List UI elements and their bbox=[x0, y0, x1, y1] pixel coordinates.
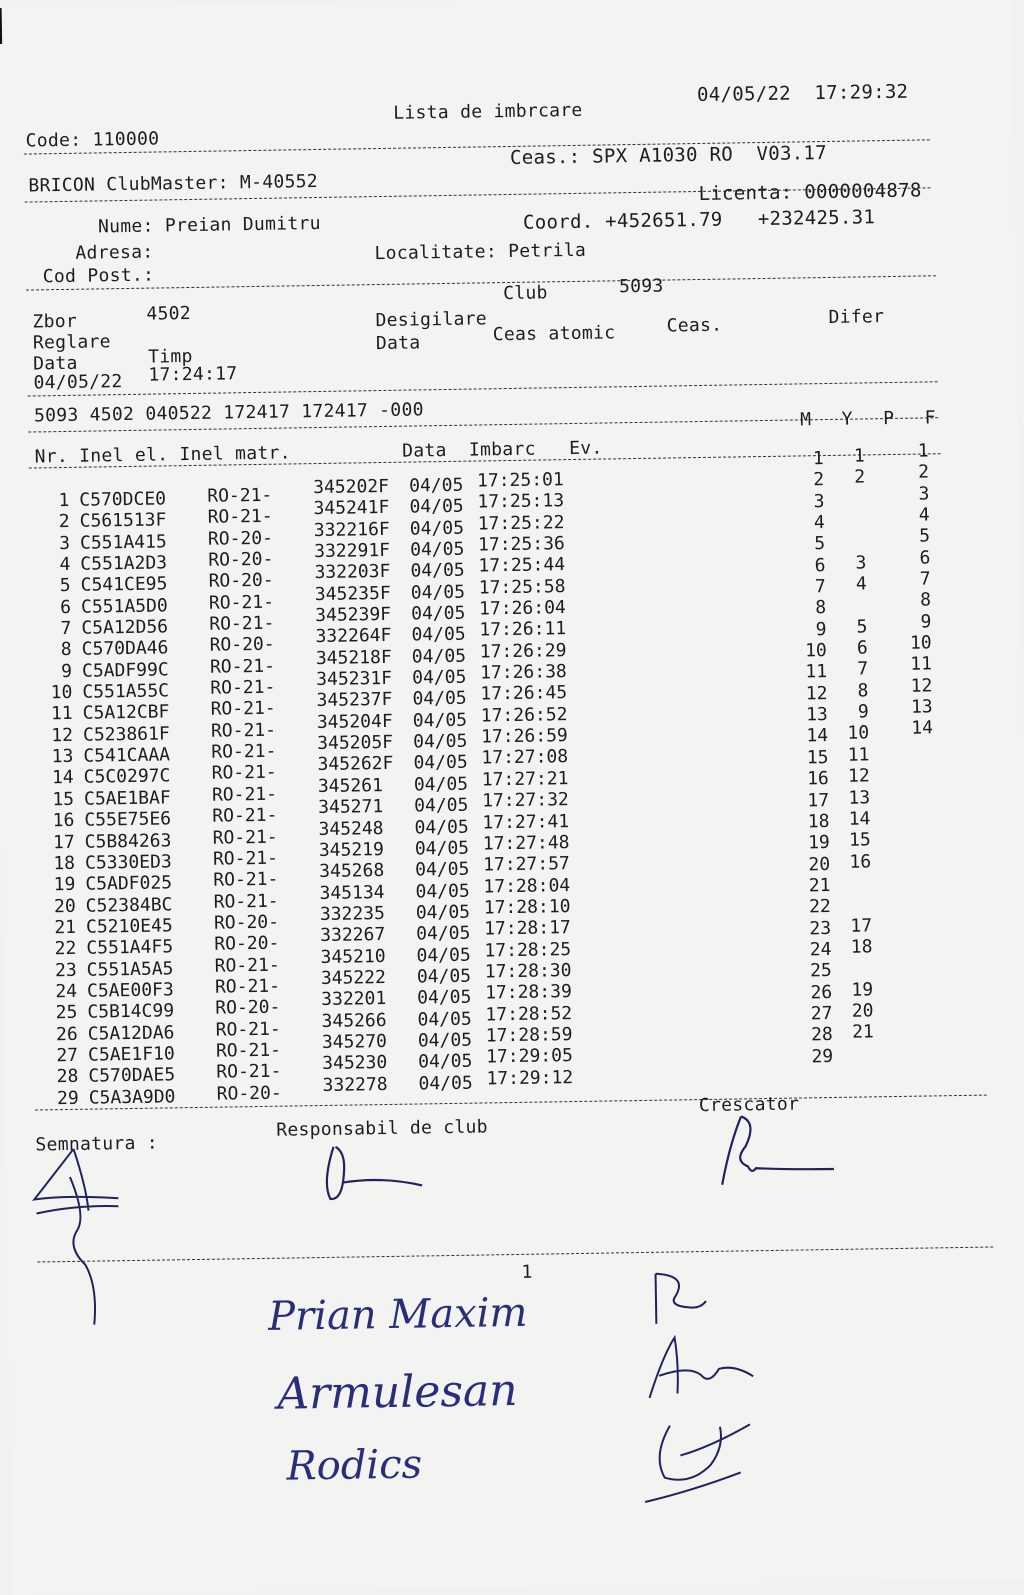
category-y-cell: 5 bbox=[856, 616, 868, 638]
ring-number-cell: 345271 bbox=[318, 796, 384, 819]
boarding-time-cell: 17:26:59 bbox=[480, 725, 568, 748]
ring-prefix-cell: RO-21- bbox=[214, 975, 281, 998]
row-number: 6 bbox=[60, 596, 72, 618]
ring-prefix-cell: RO-21- bbox=[215, 1039, 282, 1062]
ring-prefix-cell: RO-21- bbox=[213, 868, 279, 891]
boarding-time-cell: 17:26:04 bbox=[478, 597, 566, 620]
category-m-cell: 17 bbox=[807, 789, 830, 811]
ring-number-cell: 345222 bbox=[320, 966, 387, 989]
category-y-cell: 20 bbox=[851, 1000, 874, 1022]
date-cell: 04/05 bbox=[415, 858, 470, 881]
signature-breeder bbox=[711, 1113, 842, 1195]
date-cell: 04/05 bbox=[410, 560, 465, 582]
date-cell: 04/05 bbox=[409, 496, 464, 518]
row-number: 21 bbox=[54, 916, 77, 939]
date-cell: 04/05 bbox=[409, 538, 465, 561]
category-f-cell: 3 bbox=[918, 483, 930, 505]
category-f-cell: 14 bbox=[911, 717, 934, 740]
row-number: 13 bbox=[51, 746, 74, 768]
ring-prefix-cell: RO-20- bbox=[208, 548, 274, 571]
signature-label: Semnatura : bbox=[35, 1132, 159, 1156]
category-f-cell: 9 bbox=[920, 611, 932, 633]
category-y-cell: 2 bbox=[854, 466, 866, 488]
row-number: 14 bbox=[51, 767, 74, 789]
category-y-cell: 11 bbox=[847, 744, 870, 766]
ring-number-cell: 332203F bbox=[314, 561, 391, 584]
boarding-time-cell: 17:28:17 bbox=[483, 917, 571, 940]
date-cell: 04/05 bbox=[412, 709, 468, 732]
electronic-ring-cell: C5C0297C bbox=[83, 765, 171, 789]
electronic-ring-cell: C5A12DA6 bbox=[87, 1021, 175, 1045]
clock-column-label: Ceas. bbox=[666, 314, 723, 337]
boarding-time-cell: 17:25:13 bbox=[477, 490, 565, 513]
row-number: 5 bbox=[59, 575, 71, 597]
club-value: 5093 bbox=[618, 275, 664, 298]
electronic-ring-cell: C5210E45 bbox=[85, 915, 173, 938]
ring-number-cell: 345268 bbox=[319, 860, 385, 883]
boarding-time-cell: 17:25:36 bbox=[477, 533, 565, 556]
boarding-time-cell: 17:26:38 bbox=[479, 661, 567, 684]
electronic-ring-cell: C55E75E6 bbox=[84, 808, 172, 831]
category-m-cell: 21 bbox=[808, 874, 831, 897]
date-cell: 04/05 bbox=[418, 1072, 473, 1095]
date-cell: 04/05 bbox=[414, 816, 469, 839]
electronic-ring-cell: C523861F bbox=[82, 723, 170, 746]
date-cell: 04/05 bbox=[411, 602, 466, 625]
date-cell: 04/05 bbox=[415, 880, 470, 903]
date-cell: 04/05 bbox=[409, 517, 465, 540]
category-m-cell: 22 bbox=[808, 896, 831, 918]
category-m-cell: 4 bbox=[813, 512, 825, 534]
electronic-ring-cell: C5A3A9D0 bbox=[88, 1085, 176, 1109]
category-m-cell: 10 bbox=[804, 640, 827, 662]
ring-prefix-cell: RO-21- bbox=[211, 762, 277, 785]
ring-prefix-cell: RO-21- bbox=[210, 719, 277, 742]
ring-prefix-cell: RO-21- bbox=[207, 506, 273, 529]
row-number: 28 bbox=[56, 1066, 79, 1088]
category-y-cell: 16 bbox=[849, 850, 872, 873]
electronic-ring-cell: C5B14C99 bbox=[87, 1000, 175, 1023]
category-m-cell: 23 bbox=[809, 917, 832, 939]
handwritten-name-1: Prian Maxim bbox=[267, 1289, 528, 1340]
electronic-ring-cell: C5ADF025 bbox=[85, 872, 173, 895]
ring-prefix-cell: RO-21- bbox=[210, 676, 276, 699]
boarding-time-cell: 17:26:45 bbox=[480, 682, 568, 705]
date-cell: 04/05 bbox=[408, 474, 464, 497]
category-y-cell bbox=[838, 894, 872, 916]
category-f-cell: 6 bbox=[919, 547, 931, 569]
category-m-cell: 19 bbox=[807, 832, 830, 854]
ring-number-cell: 345248 bbox=[318, 817, 384, 840]
boarding-time-cell: 17:28:30 bbox=[484, 959, 572, 983]
category-m-cell: 5 bbox=[814, 533, 826, 555]
boarding-time-cell: 17:25:58 bbox=[478, 575, 566, 599]
club-responsible-label: Responsabil de club bbox=[276, 1116, 489, 1141]
boarding-time-cell: 17:28:59 bbox=[485, 1024, 573, 1047]
table-column-date bbox=[409, 475, 473, 1095]
divider bbox=[37, 1246, 993, 1262]
boarding-time-cell: 17:26:52 bbox=[480, 703, 568, 727]
ring-prefix-cell: RO-20- bbox=[216, 1082, 282, 1105]
category-m-cell: 12 bbox=[805, 682, 828, 705]
electronic-ring-cell: C5AE1F10 bbox=[87, 1043, 175, 1066]
table-column-m bbox=[790, 448, 834, 1067]
row-number: 25 bbox=[55, 1002, 78, 1024]
category-m-cell: 26 bbox=[810, 981, 833, 1003]
boarding-time-cell: 17:25:01 bbox=[476, 469, 564, 492]
category-y-cell: 6 bbox=[856, 637, 868, 659]
ring-number-cell: 345262F bbox=[317, 753, 394, 776]
date-cell: 04/05 bbox=[417, 1008, 472, 1031]
ring-prefix-cell: RO-21- bbox=[209, 655, 276, 678]
electronic-ring-cell: C5B84263 bbox=[84, 829, 172, 853]
date-cell: 04/05 bbox=[414, 794, 469, 817]
row-number: 2 bbox=[58, 511, 70, 533]
ring-number-cell: 345241F bbox=[313, 497, 390, 520]
row-number: 19 bbox=[53, 874, 76, 896]
category-m-cell: 18 bbox=[807, 810, 830, 833]
ring-number-cell: 345204F bbox=[316, 710, 393, 733]
ring-number-cell: 332201 bbox=[321, 988, 387, 1011]
category-m-cell: 24 bbox=[809, 938, 832, 961]
boarding-time-cell: 17:29:05 bbox=[485, 1045, 573, 1068]
row-number: 1 bbox=[58, 489, 70, 512]
ring-number-cell: 345231F bbox=[316, 667, 393, 691]
ring-prefix-cell: RO-21- bbox=[215, 1018, 281, 1041]
category-y-cell: 15 bbox=[848, 829, 871, 851]
category-f-cell: 7 bbox=[919, 568, 931, 590]
divider bbox=[26, 275, 936, 290]
ring-number-cell: 345235F bbox=[314, 582, 391, 605]
date-cell: 04/05 bbox=[415, 901, 471, 924]
row-number: 4 bbox=[59, 553, 71, 576]
category-y-cell: 19 bbox=[851, 978, 874, 1001]
ring-number-cell: 345266 bbox=[321, 1009, 387, 1032]
ring-number-cell: 332235 bbox=[319, 902, 386, 925]
unsealing-label: Desigilare bbox=[375, 308, 488, 332]
ring-number-cell: 345239F bbox=[315, 603, 392, 627]
row-number: 7 bbox=[60, 617, 72, 640]
coordinates: Coord. +452651.79 +232425.31 bbox=[522, 206, 876, 234]
breeder-label: Crescator bbox=[698, 1093, 800, 1117]
category-y-cell: 7 bbox=[857, 658, 869, 680]
ring-prefix-cell: RO-21- bbox=[211, 740, 277, 763]
electronic-ring-cell: C5330ED3 bbox=[84, 851, 172, 874]
electronic-ring-cell: C52384BC bbox=[85, 893, 173, 917]
electronic-ring-cell: C541CE95 bbox=[80, 573, 168, 597]
category-y-cell: 10 bbox=[847, 722, 870, 745]
unsealing-date-label: Data bbox=[375, 332, 421, 355]
ring-prefix-cell: RO-20- bbox=[207, 527, 274, 550]
date-cell: 04/05 bbox=[416, 944, 471, 967]
row-number: 27 bbox=[56, 1044, 79, 1067]
row-number: 9 bbox=[61, 660, 73, 682]
ring-number-cell: 332267 bbox=[320, 924, 386, 947]
row-number: 12 bbox=[51, 724, 74, 747]
row-number: 18 bbox=[53, 852, 76, 875]
electronic-ring-cell: C5AE00F3 bbox=[86, 979, 174, 1002]
category-m-cell: 27 bbox=[810, 1002, 833, 1025]
category-m-cell: 29 bbox=[811, 1045, 834, 1067]
ring-prefix-cell: RO-21- bbox=[216, 1060, 282, 1083]
date-cell: 04/05 bbox=[412, 666, 467, 689]
owner-name: Nume: Preian Dumitru bbox=[97, 212, 321, 238]
category-f-cell: 10 bbox=[909, 632, 932, 654]
address-label: Adresa: bbox=[75, 241, 154, 264]
category-m-cell: 25 bbox=[809, 960, 832, 982]
category-y-cell: 21 bbox=[851, 1021, 874, 1043]
ring-prefix-cell: RO-20- bbox=[213, 911, 280, 934]
print-datetime: 04/05/22 17:29:32 bbox=[696, 80, 909, 107]
category-y-cell: 8 bbox=[857, 680, 869, 702]
category-m-cell: 9 bbox=[815, 618, 827, 640]
row-number: 17 bbox=[52, 831, 75, 853]
boarding-time-cell: 17:27:41 bbox=[482, 810, 570, 833]
ring-prefix-cell: RO-21- bbox=[207, 484, 273, 507]
club-label: Club bbox=[502, 282, 548, 305]
category-m-cell: 7 bbox=[814, 576, 826, 598]
category-y-cell: 12 bbox=[847, 765, 870, 787]
flight-value: 4502 bbox=[146, 302, 192, 325]
postal-code-label: Cod Post.: bbox=[42, 264, 155, 288]
document-title: Lista de imbrcare bbox=[393, 99, 583, 124]
category-m-cell: 14 bbox=[806, 725, 829, 747]
ring-number-cell: 345205F bbox=[317, 731, 394, 755]
table-column-nr bbox=[35, 490, 79, 1109]
category-y-cell: 3 bbox=[855, 552, 867, 574]
ring-number-cell: 345210 bbox=[320, 945, 386, 968]
difference-label: Difer bbox=[828, 306, 885, 328]
ring-number-cell: 345270 bbox=[321, 1030, 388, 1053]
category-y-cell bbox=[839, 958, 873, 980]
flight-label: Zbor bbox=[32, 310, 78, 333]
electronic-ring-cell: C570DA46 bbox=[81, 637, 169, 661]
category-m-cell: 3 bbox=[813, 490, 825, 512]
category-y-cell bbox=[840, 1043, 874, 1065]
category-y-cell: 14 bbox=[848, 808, 871, 830]
ring-number-cell: 345230 bbox=[322, 1052, 388, 1075]
time-label: Timp bbox=[147, 345, 193, 368]
ring-prefix-cell: RO-21- bbox=[213, 890, 279, 913]
boarding-time-cell: 17:26:11 bbox=[479, 618, 567, 641]
row-number: 10 bbox=[50, 681, 73, 704]
ring-prefix-cell: RO-21- bbox=[208, 591, 275, 614]
category-f-cell: 12 bbox=[910, 675, 933, 697]
date-cell: 04/05 bbox=[411, 645, 467, 668]
category-m-cell: 11 bbox=[805, 661, 828, 683]
category-y-cell bbox=[831, 488, 865, 510]
electronic-ring-cell: C5A12CBF bbox=[82, 701, 170, 725]
electronic-ring-cell: C570DCE0 bbox=[79, 488, 167, 511]
category-f-cell: 2 bbox=[917, 461, 930, 483]
boarding-time-cell: 17:27:21 bbox=[481, 767, 569, 791]
handwritten-name-2: Armulesan bbox=[277, 1364, 518, 1420]
ring-prefix-cell: RO-21- bbox=[212, 847, 279, 870]
category-y-cell: 13 bbox=[848, 786, 871, 809]
category-m-cell: 15 bbox=[806, 746, 829, 769]
electronic-ring-cell: C5A12D56 bbox=[81, 616, 169, 639]
table-column-ring-prefix bbox=[207, 485, 282, 1105]
table-header: Nr. Inel el. Inel matr. Data Imbarc Ev. bbox=[34, 437, 603, 468]
electronic-ring-cell: C551A415 bbox=[79, 531, 167, 554]
row-number: 29 bbox=[56, 1087, 79, 1109]
category-y-cell: 18 bbox=[850, 936, 873, 958]
date-cell: 04/05 bbox=[413, 730, 468, 753]
setting-date: 04/05/22 bbox=[33, 371, 123, 394]
signature-club-responsible bbox=[321, 1141, 432, 1203]
divider bbox=[35, 1095, 987, 1111]
category-f-cell: 8 bbox=[920, 589, 932, 611]
row-number: 26 bbox=[55, 1023, 78, 1045]
category-y-cell: 9 bbox=[857, 701, 869, 723]
electronic-ring-cell: C551A5D0 bbox=[80, 595, 168, 618]
date-cell: 04/05 bbox=[417, 986, 472, 1009]
license-label: Licenta: 0000004878 bbox=[698, 179, 922, 205]
ring-number-cell: 345202F bbox=[313, 475, 390, 499]
page-number: 1 bbox=[521, 1261, 533, 1283]
ring-prefix-cell: RO-20- bbox=[209, 634, 275, 657]
category-m-cell: 6 bbox=[814, 554, 826, 576]
ring-number-cell: 345134 bbox=[319, 881, 385, 904]
row-number: 8 bbox=[60, 639, 72, 661]
category-f-cell: 5 bbox=[919, 525, 931, 547]
table-column-f bbox=[895, 440, 934, 739]
ring-prefix-cell: RO-21- bbox=[211, 783, 278, 806]
row-number: 3 bbox=[59, 532, 71, 554]
setting-label: Reglare bbox=[32, 331, 111, 354]
ring-prefix-cell: RO-21- bbox=[212, 826, 278, 849]
table-column-ring-number bbox=[313, 476, 399, 1096]
date-cell: 04/05 bbox=[416, 922, 471, 945]
handwritten-name-3: Rodics bbox=[286, 1441, 423, 1490]
boarding-time-cell: 17:27:57 bbox=[482, 853, 570, 876]
category-m-cell: 16 bbox=[806, 768, 829, 790]
category-m-cell: 2 bbox=[813, 469, 825, 491]
table-column-electronic-ring bbox=[79, 488, 175, 1108]
category-y-cell: 1 bbox=[853, 445, 865, 467]
ring-prefix-cell: RO-20- bbox=[215, 996, 281, 1019]
atomic-clock-label: Ceas atomic bbox=[492, 322, 616, 346]
boarding-time-cell: 17:27:48 bbox=[482, 831, 570, 855]
boarding-time-cell: 17:28:25 bbox=[484, 938, 572, 962]
boarding-time-cell: 17:28:04 bbox=[483, 874, 571, 897]
row-number: 11 bbox=[50, 703, 73, 725]
electronic-ring-cell: C551A4F5 bbox=[86, 936, 174, 959]
electronic-ring-cell: C561513F bbox=[79, 509, 167, 533]
code-label: Code: 110000 bbox=[25, 128, 160, 152]
category-m-cell: 1 bbox=[812, 448, 824, 470]
date-cell: 04/05 bbox=[413, 752, 468, 775]
date-label: Data bbox=[33, 352, 78, 375]
faded-stamp bbox=[709, 1332, 880, 1415]
boarding-time-cell: 17:25:22 bbox=[477, 511, 565, 535]
boarding-time-cell: 17:27:08 bbox=[481, 746, 569, 769]
row-number: 15 bbox=[52, 788, 75, 811]
boarding-time-cell: 17:28:52 bbox=[485, 1002, 573, 1026]
row-number: 16 bbox=[52, 810, 75, 832]
ring-number-cell: 332278 bbox=[322, 1073, 388, 1096]
boarding-time-cell: 17:28:10 bbox=[483, 895, 571, 919]
row-number: 22 bbox=[54, 938, 77, 960]
row-number: 23 bbox=[54, 959, 77, 981]
electronic-ring-cell: C551A55C bbox=[82, 680, 170, 703]
ring-number-cell: 332264F bbox=[315, 625, 392, 648]
category-f-cell: 1 bbox=[917, 440, 929, 462]
category-m-cell: 13 bbox=[805, 704, 828, 726]
ring-number-cell: 332216F bbox=[313, 518, 390, 541]
boarding-time-cell: 17:27:32 bbox=[481, 789, 569, 812]
ring-prefix-cell: RO-21- bbox=[209, 612, 275, 635]
date-cell: 04/05 bbox=[410, 581, 466, 604]
ring-prefix-cell: RO-21- bbox=[210, 698, 276, 721]
boarding-time-cell: 17:26:29 bbox=[479, 639, 567, 663]
signature-left bbox=[26, 1146, 139, 1328]
category-y-cell bbox=[833, 595, 867, 617]
ring-prefix-cell: RO-20- bbox=[208, 570, 274, 593]
ring-prefix-cell: RO-20- bbox=[214, 932, 280, 955]
system-label: BRICON ClubMaster: M-40552 bbox=[28, 170, 319, 197]
ring-number-cell: 345237F bbox=[316, 689, 393, 712]
clock-label: Ceas.: SPX A1030 RO V03.17 bbox=[509, 141, 828, 169]
ring-number-cell: 345219 bbox=[318, 838, 385, 861]
ring-prefix-cell: RO-21- bbox=[212, 804, 278, 827]
ring-prefix-cell: RO-21- bbox=[214, 954, 280, 977]
category-y-cell bbox=[832, 531, 866, 553]
locality-label: Localitate: Petrila bbox=[374, 239, 587, 265]
category-f-cell: 13 bbox=[910, 696, 933, 718]
ring-number-cell: 345261 bbox=[317, 774, 384, 797]
electronic-ring-cell: C551A2D3 bbox=[80, 552, 168, 575]
date-cell: 04/05 bbox=[414, 837, 470, 860]
category-y-cell: 4 bbox=[855, 573, 867, 595]
date-cell: 04/05 bbox=[417, 1029, 473, 1052]
row-number: 24 bbox=[55, 980, 78, 1003]
electronic-ring-cell: C551A5A5 bbox=[86, 957, 174, 981]
category-f-cell: 4 bbox=[918, 504, 930, 526]
category-m-cell: 28 bbox=[810, 1024, 833, 1046]
electronic-ring-cell: C5ADF99C bbox=[81, 659, 169, 682]
table-column-boarding-time bbox=[477, 469, 573, 1089]
row-number: 20 bbox=[53, 895, 76, 917]
date-cell: 04/05 bbox=[416, 965, 472, 988]
boarding-time-cell: 17:25:44 bbox=[478, 554, 566, 577]
boarding-time-cell: 17:29:12 bbox=[486, 1066, 574, 1090]
category-m-cell: 20 bbox=[808, 853, 831, 875]
flight-summary: 5093 4502 040522 172417 172417 -000 bbox=[33, 399, 424, 427]
ring-number-cell: 332291F bbox=[314, 539, 391, 563]
electronic-ring-cell: C541CAAA bbox=[83, 744, 171, 767]
date-cell: 04/05 bbox=[418, 1050, 473, 1073]
date-cell: 04/05 bbox=[413, 773, 469, 796]
category-y-cell: 17 bbox=[850, 914, 873, 937]
ring-number-cell: 345218F bbox=[315, 646, 392, 669]
boarding-time-cell: 17:28:39 bbox=[484, 981, 572, 1004]
category-header: M Y P F bbox=[800, 407, 939, 431]
table-column-y bbox=[831, 445, 875, 1064]
electronic-ring-cell: C5AE1BAF bbox=[83, 787, 171, 810]
category-m-cell: 8 bbox=[815, 597, 827, 619]
date-cell: 04/05 bbox=[412, 688, 467, 710]
scan-corner-mark bbox=[0, 8, 2, 44]
category-f-cell: 11 bbox=[910, 653, 933, 676]
setting-time: 17:24:17 bbox=[148, 363, 238, 386]
electronic-ring-cell: C570DAE5 bbox=[88, 1064, 176, 1087]
category-y-cell bbox=[832, 509, 866, 531]
category-y-cell bbox=[837, 872, 871, 894]
date-cell: 04/05 bbox=[411, 624, 466, 646]
